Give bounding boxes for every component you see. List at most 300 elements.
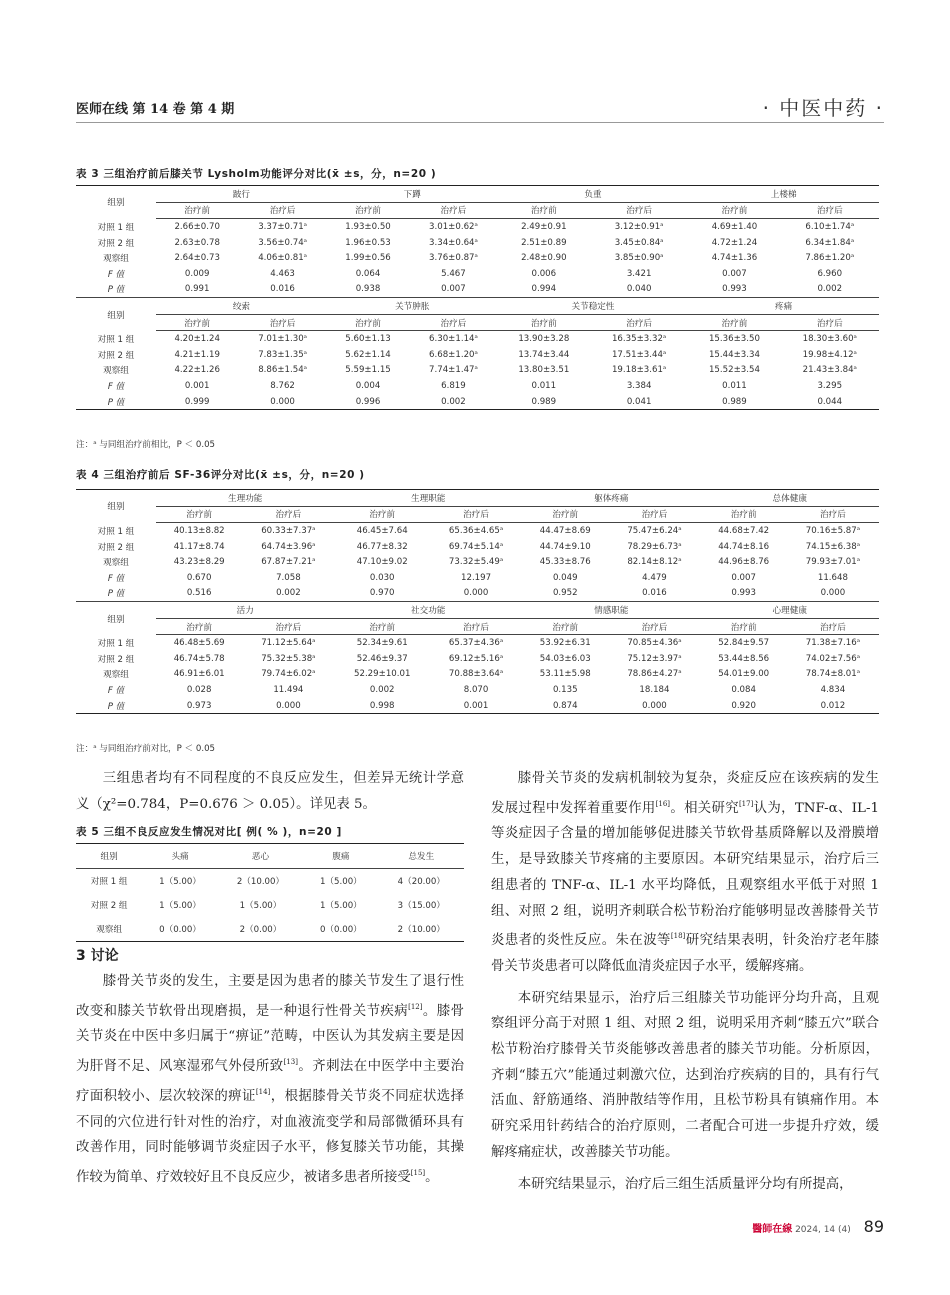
column-group-header: 生理功能: [156, 490, 334, 507]
table-cell: 0.000: [242, 698, 334, 714]
table-cell: 70.16±5.87ᵃ: [805, 525, 861, 536]
table-cell: 0.920: [701, 698, 787, 714]
t5-cell: 0（0.00）: [303, 917, 378, 942]
table-cell: 78.86±4.27ᵃ: [627, 669, 682, 680]
after-treatment-header: 治疗后: [242, 506, 334, 523]
t5-cell: 对照 2 组: [90, 901, 128, 911]
table-cell: 4.72±1.24: [711, 237, 758, 248]
row-label-header: 组别: [76, 298, 156, 331]
table-cell: 0.040: [626, 284, 652, 295]
table-row: [76, 682, 879, 698]
quality-of-life-paragraph: 本研究结果显示，治疗后三组生活质量评分均有所提高，: [517, 1176, 853, 1192]
t5-cell: 1（5.00）: [319, 901, 362, 911]
table-cell: 46.91±6.01: [173, 669, 225, 680]
table-row: [76, 651, 879, 667]
table-cell: 1.96±0.53: [345, 237, 391, 248]
table-cell: 0.007: [731, 572, 756, 583]
journal-issue-header: 医师在线 第 14 卷 第 4 期: [76, 102, 235, 117]
before-treatment-header: 治疗前: [156, 202, 238, 219]
table-cell: 0.001: [430, 698, 522, 714]
table-cell: 52.84±9.57: [718, 638, 770, 649]
row-label-header: 组别: [76, 602, 156, 635]
row-label: F 值: [107, 269, 125, 280]
table-cell: 0.989: [498, 394, 590, 410]
after-treatment-header: 治疗后: [430, 618, 522, 635]
after-treatment-header: 治疗后: [242, 618, 334, 635]
row-label: P 值: [76, 394, 156, 410]
table-cell: 4.74±1.36: [711, 253, 758, 264]
table-cell: 2.63±0.78: [174, 237, 220, 248]
table-cell: 0.016: [270, 284, 295, 295]
citation: [12]: [408, 1002, 423, 1011]
before-treatment-header: 治疗前: [688, 202, 780, 219]
table-cell: 70.85±4.36ᵃ: [627, 638, 682, 649]
table-cell: 13.74±3.44: [518, 349, 570, 360]
table-cell: 4.69±1.40: [711, 221, 758, 232]
table-cell: 3.01±0.62ᵃ: [429, 221, 478, 232]
table-cell: 53.92±6.31: [539, 638, 591, 649]
table-cell: 16.35±3.32ᵃ: [611, 334, 667, 345]
table-cell: 13.90±3.28: [518, 334, 570, 345]
table-cell: 3.12±0.91ᵃ: [614, 221, 664, 232]
table-cell: 8.070: [463, 684, 489, 695]
before-treatment-header: 治疗前: [522, 618, 608, 635]
t5-header: 腹痛: [303, 844, 378, 869]
table-cell: 0.016: [642, 588, 667, 599]
table-cell: 0.952: [552, 588, 578, 599]
table-row: [76, 554, 879, 570]
citation: [18]: [670, 932, 686, 941]
table-cell: 15.44±3.34: [708, 349, 760, 360]
table-row: [76, 363, 879, 379]
after-treatment-header: 治疗后: [590, 314, 688, 331]
table-cell: 5.60±1.13: [345, 334, 391, 345]
after-treatment-header: 治疗后: [787, 618, 879, 635]
table-cell: 5.59±1.15: [345, 365, 391, 376]
table-cell: 18.30±3.60ᵃ: [802, 334, 857, 345]
table-cell: 0.000: [820, 588, 846, 599]
table-cell: 4.21±1.19: [174, 349, 220, 360]
journal-logo: 醫師在線: [752, 1224, 793, 1235]
row-label: 对照 2 组: [97, 350, 135, 361]
table4: [76, 489, 879, 714]
table-cell: 7.058: [276, 572, 301, 583]
table-cell: 0.007: [722, 268, 747, 279]
before-treatment-header: 治疗前: [334, 618, 430, 635]
table-cell: 0.002: [276, 588, 301, 599]
table5-caption: 表 5 三组不良反应发生情况对比[ 例( % )，n=20 ]: [76, 826, 342, 838]
table-cell: 0.993: [722, 284, 747, 295]
table-row: [76, 331, 879, 347]
table-cell: 43.23±8.29: [173, 557, 225, 568]
table-cell: 0.000: [608, 698, 700, 714]
table-cell: 5.467: [441, 268, 466, 279]
row-label: 对照 1 组: [97, 222, 135, 233]
column-group-header: 下蹲: [327, 186, 498, 203]
column-group-header: 跛行: [156, 186, 327, 203]
table-cell: 19.18±3.61ᵃ: [611, 365, 667, 376]
table-cell: 19.98±4.12ᵃ: [802, 349, 857, 360]
row-label: 对照 2 组: [97, 238, 135, 249]
table-cell: 2.49±0.91: [521, 221, 567, 232]
table-cell: 54.03±6.03: [539, 653, 591, 664]
table-cell: 8.86±1.54ᵃ: [258, 365, 308, 376]
mechanism-paragraph: 膝骨关节炎的发病机制较为复杂，炎症反应在该疾病的发生发展过程中发挥着重要作用[16]。相关研究[17]认为，TNF-α、IL-1 等炎症因子含量的增加能够促进膝关节软骨基质降解以及滑膜增生，是导致膝关节疼痛的主要原因。本研究结果显示，治疗后三组患者的 TNF-α、IL-1 水平均降低，且观察组水平低于对照 1 组、对照 2 组，说明齐刺联合松节粉治疗能够明显改善膝骨关节炎患者的炎性反应。朱在波等[18]研究结果表明，针灸治疗老年膝骨关节炎患者可以降低血清炎症因子水平，缓解疼痛。: [491, 771, 880, 974]
table-row: [76, 282, 879, 298]
table-cell: 0.970: [369, 588, 395, 599]
t5-cell: 4（20.00）: [397, 877, 445, 887]
after-treatment-header: 治疗后: [590, 202, 688, 219]
after-treatment-header: 治疗后: [238, 202, 326, 219]
table-cell: 44.74±9.10: [539, 541, 591, 552]
row-label-header: 组别: [76, 186, 156, 219]
table-cell: 2.66±0.70: [174, 221, 220, 232]
row-label: P 值: [107, 589, 125, 600]
citation: [14]: [255, 1087, 271, 1096]
table4-note: 注：ᵃ 与同组治疗前对比，P ＜ 0.05: [76, 744, 216, 754]
before-treatment-header: 治疗前: [156, 314, 238, 331]
table-cell: 46.48±5.69: [173, 638, 225, 649]
table-cell: 0.001: [184, 380, 210, 391]
table-cell: 0.002: [369, 684, 395, 695]
table-cell: 70.88±3.64ᵃ: [448, 669, 504, 680]
table-cell: 0.993: [731, 588, 756, 599]
table-cell: 0.004: [355, 380, 381, 391]
citation: [15]: [410, 1168, 426, 1177]
t5-cell: 0（0.00）: [142, 917, 217, 942]
table-cell: 69.74±5.14ᵃ: [448, 541, 504, 552]
table-cell: 74.02±7.56ᵃ: [805, 653, 861, 664]
left-column-discussion: [76, 944, 464, 1191]
column-group-header: 关节肿胀: [327, 298, 498, 315]
table-row: [76, 347, 879, 363]
after-treatment-header: 治疗后: [608, 618, 700, 635]
row-label: 对照 1 组: [97, 638, 135, 649]
after-treatment-header: 治疗后: [781, 202, 879, 219]
citation: [16]: [655, 799, 671, 808]
table-cell: 4.463: [270, 268, 295, 279]
table-cell: 3.34±0.64ᵃ: [429, 237, 478, 248]
issue-label: 2024, 14 (4): [795, 1225, 851, 1235]
t5-header: 头痛: [142, 844, 217, 869]
after-treatment-header: 治疗后: [430, 506, 522, 523]
page-footer: [752, 1217, 884, 1236]
before-treatment-header: 治疗前: [701, 618, 787, 635]
table-cell: 6.68±1.20ᵃ: [429, 349, 478, 360]
table-cell: 71.12±5.64ᵃ: [261, 638, 316, 649]
before-treatment-header: 治疗前: [522, 506, 608, 523]
table-cell: 2.48±0.90: [521, 253, 567, 264]
table-cell: 73.32±5.49ᵃ: [448, 557, 504, 568]
table-cell: 82.14±8.12ᵃ: [627, 557, 682, 568]
table-cell: 13.80±3.51: [518, 365, 570, 376]
citation: [13]: [283, 1058, 298, 1067]
table-cell: 15.36±3.50: [708, 334, 760, 345]
table-cell: 79.74±6.02ᵃ: [261, 669, 316, 680]
t5-cell: 2（10.00）: [236, 877, 285, 887]
table-cell: 46.45±7.64: [356, 525, 408, 536]
table-cell: 4.834: [820, 684, 846, 695]
header-rule: [76, 122, 884, 123]
before-treatment-header: 治疗前: [327, 314, 409, 331]
column-group-header: 活力: [156, 602, 334, 619]
table-cell: 44.96±8.76: [718, 557, 770, 568]
table-cell: 54.01±9.00: [718, 669, 770, 680]
table-cell: 7.01±1.30ᵃ: [258, 334, 308, 345]
table-cell: 6.960: [817, 268, 843, 279]
table-cell: 0.002: [409, 394, 497, 410]
table-cell: 7.86±1.20ᵃ: [805, 253, 855, 264]
row-label: F 值: [107, 381, 125, 392]
table-cell: 75.12±3.97ᵃ: [627, 653, 682, 664]
table-cell: 3.85±0.90ᵃ: [614, 253, 664, 264]
table-cell: 0.989: [688, 394, 780, 410]
t5-cell: 1（5.00）: [159, 901, 201, 911]
adverse-reaction-paragraph: 三组患者均有不同程度的不良反应发生，但差异无统计学意义（χ²=0.784，P=0.676 ＞ 0.05）。详见表 5。: [76, 771, 464, 812]
row-label: 观察组: [103, 558, 129, 569]
table-cell: 0.012: [787, 698, 879, 714]
table-cell: 65.36±4.65ᵃ: [448, 525, 504, 536]
table-cell: 0.044: [781, 394, 879, 410]
knee-function-paragraph: 本研究结果显示，治疗后三组膝关节功能评分均升高，且观察组评分高于对照 1 组、对照 2 组，说明采用齐刺“膝五穴”联合松节粉治疗膝骨关节炎能够改善患者的膝关节功能。分析原因，齐刺“膝五穴”能通过刺激穴位，达到治疗疾病的目的，具有行气活血、舒筋通络、消肿散结等作用，且松节粉具有镇痛作用。本研究采用针药结合的治疗原则，二者配合可进一步提升疗效，缓解疼痛症状，改善膝关节功能。: [491, 990, 879, 1160]
table-cell: 46.77±8.32: [356, 541, 408, 552]
row-label: 观察组: [103, 254, 129, 265]
after-treatment-header: 治疗后: [787, 506, 879, 523]
table3: [76, 185, 879, 410]
table-cell: 1.99±0.56: [345, 253, 391, 264]
table-cell: 60.33±7.37ᵃ: [261, 525, 316, 536]
row-label: 对照 2 组: [97, 542, 135, 553]
t5-cell: 2（0.00）: [218, 917, 303, 942]
table-cell: 4.479: [642, 572, 667, 583]
table-row: [76, 570, 879, 586]
table-cell: 21.43±3.84ᵃ: [802, 365, 857, 376]
table-cell: 47.10±9.02: [356, 557, 408, 568]
table-cell: 3.56±0.74ᵃ: [258, 237, 308, 248]
table-cell: 2.64±0.73: [174, 253, 220, 264]
t5-cell: 1（5.00）: [159, 877, 201, 887]
table-row: [76, 378, 879, 394]
table-row: [76, 667, 879, 683]
table-cell: 46.74±5.78: [173, 653, 225, 664]
table-cell: 0.938: [355, 284, 381, 295]
before-treatment-header: 治疗前: [156, 618, 242, 635]
table-cell: 65.37±4.36ᵃ: [448, 638, 504, 649]
table-cell: 53.44±8.56: [718, 653, 770, 664]
before-treatment-header: 治疗前: [334, 506, 430, 523]
table-cell: 74.15±6.38ᵃ: [805, 541, 861, 552]
table-cell: 18.184: [639, 684, 670, 695]
t5-header: 组别: [76, 844, 142, 869]
row-label-header: 组别: [76, 490, 156, 523]
column-group-header: 总体健康: [701, 490, 880, 507]
table-cell: 3.45±0.84ᵃ: [614, 237, 664, 248]
table-cell: 15.52±3.54: [708, 365, 760, 376]
table-cell: 52.29±10.01: [354, 669, 411, 680]
table-cell: 0.030: [369, 572, 395, 583]
table-cell: 75.32±5.38ᵃ: [261, 653, 316, 664]
before-treatment-header: 治疗前: [498, 202, 590, 219]
table-cell: 52.46±9.37: [356, 653, 408, 664]
column-group-header: 上楼梯: [688, 186, 879, 203]
table-cell: 0.000: [463, 588, 489, 599]
table-row: [76, 635, 879, 651]
table-cell: 44.47±8.69: [539, 525, 591, 536]
table-cell: 0.009: [184, 268, 210, 279]
table-cell: 0.041: [590, 394, 688, 410]
citation: [17]: [738, 799, 754, 808]
table-cell: 53.11±5.98: [539, 669, 591, 680]
discussion-paragraph: 膝骨关节炎的发生，主要是因为患者的膝关节发生了退行性改变和膝关节软骨出现磨损，是一种退行性骨关节疾病[12]。膝骨关节炎在中医中多归属于“痹证”范畴，中医认为其发病主要是因为肝肾不足、风寒湿邪气外侵所致[13]。齐刺法在中医学中主要治疗面积较小、层次较深的痹证[14]，根据膝骨关节炎不同症状选择不同的穴位进行针对性的治疗，对血液流变学和局部微循环具有改善作用，同时能够调节炎症因子水平，修复膝关节功能，其操作较为简单、疗效较好且不良反应少，被诸多患者所接受[15]。: [76, 974, 465, 1185]
before-treatment-header: 治疗前: [701, 506, 787, 523]
table-cell: 4.22±1.26: [174, 365, 220, 376]
table-cell: 79.93±7.01ᵃ: [805, 557, 861, 568]
table-cell: 2.51±0.89: [521, 237, 567, 248]
t5-cell: 1（5.00）: [239, 901, 282, 911]
table-cell: 12.197: [461, 572, 492, 583]
table-cell: 0.874: [522, 698, 608, 714]
table-cell: 8.762: [270, 380, 295, 391]
table-cell: 0.002: [817, 284, 843, 295]
table-cell: 0.998: [334, 698, 430, 714]
table-row: [76, 539, 879, 555]
table-cell: 0.135: [552, 684, 578, 695]
table-cell: 78.74±8.01ᵃ: [805, 669, 861, 680]
table-cell: 69.12±5.16ᵃ: [448, 653, 504, 664]
table-cell: 3.37±0.71ᵃ: [258, 221, 308, 232]
after-treatment-header: 治疗后: [409, 202, 497, 219]
discussion-heading: 3 讨论: [76, 948, 119, 964]
table-cell: 0.000: [238, 394, 326, 410]
right-column: [491, 766, 879, 1197]
table-cell: 6.10±1.74ᵃ: [805, 221, 855, 232]
table-cell: 67.87±7.21ᵃ: [261, 557, 316, 568]
table-cell: 64.74±3.96ᵃ: [261, 541, 316, 552]
table-cell: 6.34±1.84ᵃ: [805, 237, 855, 248]
table-cell: 1.93±0.50: [345, 221, 391, 232]
table-row: [76, 698, 879, 714]
left-column-top: [76, 766, 464, 817]
table-cell: 5.62±1.14: [345, 349, 391, 360]
table-cell: 7.74±1.47ᵃ: [429, 365, 478, 376]
table-cell: 41.17±8.74: [173, 541, 225, 552]
table-cell: 0.999: [156, 394, 238, 410]
column-group-header: 心理健康: [701, 602, 880, 619]
after-treatment-header: 治疗后: [608, 506, 700, 523]
row-label: 观察组: [103, 366, 129, 377]
t5-cell: 对照 1 组: [90, 877, 128, 887]
table-cell: 0.670: [186, 572, 212, 583]
t5-cell: 观察组: [76, 917, 142, 942]
column-group-header: 社交功能: [334, 602, 522, 619]
table-cell: 0.064: [355, 268, 381, 279]
table-cell: 3.421: [626, 268, 652, 279]
table-cell: 45.33±8.76: [539, 557, 591, 568]
table-cell: 17.51±3.44ᵃ: [611, 349, 667, 360]
table-row: [76, 219, 879, 235]
column-group-header: 生理职能: [334, 490, 522, 507]
after-treatment-header: 治疗后: [238, 314, 326, 331]
table4-caption: 表 4 三组治疗前后 SF-36评分对比(x̄ ±s，分，n=20 ): [76, 469, 365, 481]
table-cell: 0.006: [531, 268, 557, 279]
table-row: [76, 394, 879, 410]
table-cell: 6.30±1.14ᵃ: [429, 334, 478, 345]
table-cell: 11.648: [817, 572, 848, 583]
table-cell: 40.13±8.82: [173, 525, 225, 536]
table-row: [76, 266, 879, 282]
row-label: P 值: [76, 698, 156, 714]
table3-caption: 表 3 三组治疗前后膝关节 Lysholm功能评分对比(x̄ ±s，分，n=20 ): [76, 168, 437, 180]
table-cell: 71.38±7.16ᵃ: [805, 638, 861, 649]
column-group-header: 关节稳定性: [498, 298, 689, 315]
table-cell: 6.819: [441, 380, 466, 391]
t5-cell: 1（5.00）: [319, 877, 362, 887]
row-label: 对照 1 组: [97, 526, 135, 537]
before-treatment-header: 治疗前: [156, 506, 242, 523]
table-cell: 0.011: [722, 380, 747, 391]
table-cell: 3.384: [626, 380, 652, 391]
table-cell: 0.007: [441, 284, 466, 295]
column-group-header: 躯体疼痛: [522, 490, 700, 507]
table-cell: 3.76±0.87ᵃ: [429, 253, 478, 264]
table-cell: 0.049: [552, 572, 578, 583]
row-label: F 值: [107, 685, 125, 696]
column-group-header: 负重: [498, 186, 689, 203]
table-cell: 0.084: [731, 684, 756, 695]
after-treatment-header: 治疗后: [409, 314, 497, 331]
column-group-header: 绞索: [156, 298, 327, 315]
section-header: · 中医中药 ·: [762, 96, 884, 120]
row-label: 观察组: [103, 670, 129, 681]
table-cell: 7.83±1.35ᵃ: [258, 349, 308, 360]
table-cell: 3.295: [817, 380, 843, 391]
t5-cell: 2（10.00）: [379, 917, 464, 942]
t5-header: 总发生: [379, 844, 464, 869]
table-row: [76, 586, 879, 602]
table5: [76, 843, 464, 942]
table-cell: 0.996: [327, 394, 409, 410]
table-cell: 44.68±7.42: [718, 525, 770, 536]
table-cell: 11.494: [273, 684, 304, 695]
t5-cell: 3（15.00）: [397, 901, 445, 911]
row-label: P 值: [107, 285, 125, 296]
table-cell: 4.20±1.24: [174, 334, 220, 345]
table-cell: 0.994: [531, 284, 557, 295]
table-cell: 0.011: [531, 380, 557, 391]
column-group-header: 疼痛: [688, 298, 879, 315]
table-cell: 0.028: [186, 684, 212, 695]
table-cell: 0.516: [186, 588, 212, 599]
table3-note: 注：ᵃ 与同组治疗前相比，P ＜ 0.05: [76, 440, 216, 450]
after-treatment-header: 治疗后: [781, 314, 879, 331]
table-cell: 52.34±9.61: [356, 638, 408, 649]
column-group-header: 情感职能: [522, 602, 700, 619]
table-row: [76, 523, 879, 539]
table-cell: 0.991: [184, 284, 210, 295]
table-cell: 78.29±6.73ᵃ: [627, 541, 682, 552]
before-treatment-header: 治疗前: [688, 314, 780, 331]
table-row: [76, 235, 879, 251]
row-label: F 值: [107, 573, 125, 584]
table-cell: 75.47±6.24ᵃ: [627, 525, 682, 536]
before-treatment-header: 治疗前: [327, 202, 409, 219]
table-cell: 4.06±0.81ᵃ: [258, 253, 308, 264]
table-cell: 44.74±8.16: [718, 541, 770, 552]
row-label: 对照 2 组: [97, 654, 135, 665]
t5-header: 恶心: [218, 844, 303, 869]
row-label: 对照 1 组: [97, 334, 135, 345]
before-treatment-header: 治疗前: [498, 314, 590, 331]
